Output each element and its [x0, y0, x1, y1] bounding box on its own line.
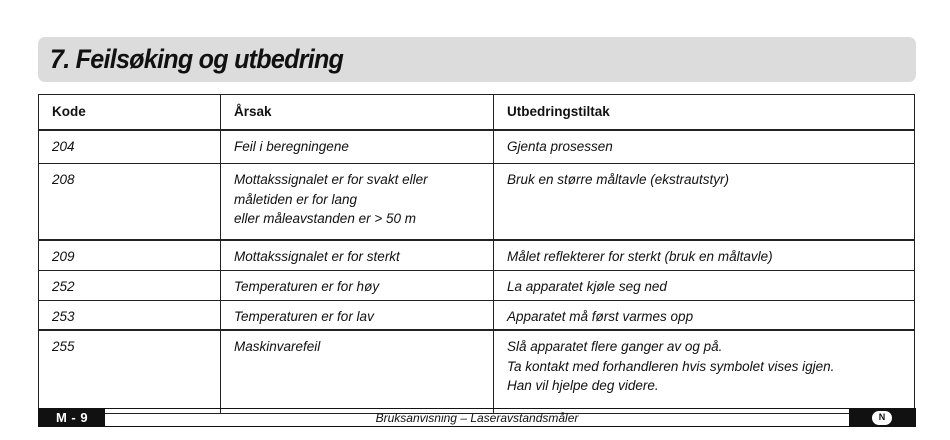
remedy-text: Gjenta prosessen: [507, 139, 613, 154]
cause-text: Mottakssignalet er for svakt eller: [234, 172, 428, 187]
table-row: [39, 300, 915, 330]
page-footer: [38, 408, 916, 427]
header-remedy: Utbedringstiltak: [494, 95, 915, 131]
header-cause: Årsak: [221, 95, 494, 131]
cause-cell: [221, 271, 494, 301]
remedy-text: Ta kontakt med forhandleren hvis symbolet vises igjen.: [507, 358, 835, 374]
error-code: 204: [39, 130, 221, 164]
language-indicator: [849, 409, 915, 426]
cause-text: Temperaturen er for lav: [234, 308, 374, 324]
cause-text: Temperaturen er for høy: [234, 279, 380, 294]
cause-text: Feil i beregningene: [234, 139, 349, 154]
table-row: [39, 271, 915, 301]
remedy-cell: [494, 240, 915, 271]
remedy-text: Målet reflekterer for sterkt (bruk en måltavle): [507, 249, 773, 264]
remedy-cell: [494, 300, 915, 330]
page-title: 7. Feilsøking og utbedring: [50, 44, 344, 74]
table-row: [39, 164, 915, 241]
cause-text: måletiden er for lang: [234, 191, 358, 207]
troubleshooting-table: [38, 94, 915, 414]
remedy-text: Slå apparatet flere ganger av og på.: [507, 339, 723, 354]
footer-caption: Bruksanvisning – Laseravstandsmåler: [375, 410, 579, 425]
remedy-text: Han vil hjelpe deg videre.: [507, 378, 659, 393]
remedy-text: Apparatet må først varmes opp: [507, 308, 694, 324]
remedy-cell: [494, 164, 915, 241]
remedy-cell: [494, 130, 915, 164]
error-code: 209: [39, 240, 221, 271]
language-badge: N: [872, 411, 892, 425]
remedy-text: Bruk en større måltavle (ekstrautstyr): [507, 172, 730, 187]
cause-cell: [221, 130, 494, 164]
page-number: M - 9: [39, 409, 105, 426]
header-code: Kode: [39, 95, 221, 131]
cause-cell: [221, 240, 494, 271]
section-title-bar: [38, 37, 916, 82]
cause-text: Mottakssignalet er for sterkt: [234, 249, 400, 264]
cause-cell: [221, 330, 494, 414]
error-code: 253: [39, 300, 221, 330]
remedy-cell: [494, 330, 915, 414]
table-row: [39, 130, 915, 164]
cause-cell: [221, 164, 494, 241]
table-row: [39, 330, 915, 414]
table-header-row: [39, 95, 915, 131]
error-code: 252: [39, 271, 221, 301]
error-code: 208: [39, 164, 221, 241]
cause-text: Maskinvarefeil: [234, 339, 321, 354]
cause-text: eller måleavstanden er > 50 m: [234, 211, 416, 226]
remedy-text: La apparatet kjøle seg ned: [507, 279, 667, 294]
table-row: [39, 240, 915, 271]
remedy-cell: [494, 271, 915, 301]
cause-cell: [221, 300, 494, 330]
error-code: 255: [39, 330, 221, 414]
